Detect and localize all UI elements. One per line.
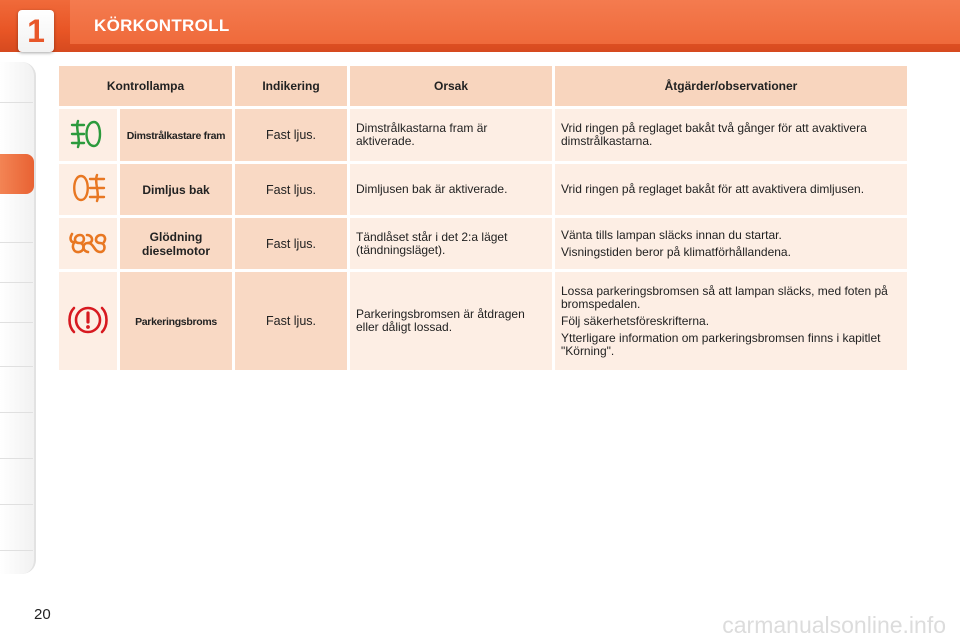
chapter-tab[interactable] — [0, 464, 33, 505]
table-header-row — [59, 66, 907, 106]
lamp-name: Dimljus bak — [120, 164, 232, 215]
page-number: 20 — [34, 606, 51, 623]
chapter-tab[interactable] — [0, 418, 33, 459]
cause-text: Dimljusen bak är aktiverade. — [350, 164, 552, 215]
cause-text: Tändlåset står i det 2:a läget (tändningsläget). — [350, 218, 552, 269]
glow-plug-icon — [59, 218, 117, 269]
parking-brake-icon — [59, 272, 117, 370]
lamp-name: Glödning dieselmotor — [120, 218, 232, 269]
action-text: Vrid ringen på reglaget bakåt två gånger för att avaktivera dimstrålkastarna. — [555, 109, 907, 161]
chapter-tab[interactable] — [0, 62, 33, 103]
indication-text: Fast ljus. — [235, 109, 347, 161]
chapter-tab-rail — [0, 62, 36, 574]
chapter-number-badge: 1 — [18, 10, 54, 52]
chapter-tab[interactable] — [0, 202, 33, 243]
column-header-orsak: Orsak — [350, 66, 552, 106]
front-fog-light-icon — [59, 109, 117, 161]
action-text: Lossa parkeringsbromsen så att lampan släcks, med foten på bromspedalen. Följ säkerhetsföreskrifterna. Ytterligare information om parkeringsbromsen finns i kapitlet "Körning". — [555, 272, 907, 370]
table-row — [59, 109, 907, 161]
chapter-title: KÖRKONTROLL — [94, 16, 230, 35]
chapter-tab[interactable] — [0, 326, 33, 367]
chapter-tab[interactable] — [0, 372, 33, 413]
rear-fog-light-icon — [59, 164, 117, 215]
indication-text: Fast ljus. — [235, 164, 347, 215]
column-header-kontrollampa: Kontrollampa — [59, 66, 232, 106]
column-header-atgarder: Åtgärder/observationer — [555, 66, 907, 106]
cause-text: Dimstrålkastarna fram är aktiverade. — [350, 109, 552, 161]
table-row — [59, 218, 907, 269]
action-text: Vrid ringen på reglaget bakåt för att avaktivera dimljusen. — [555, 164, 907, 215]
indication-text: Fast ljus. — [235, 272, 347, 370]
column-header-indikering: Indikering — [235, 66, 347, 106]
indication-text: Fast ljus. — [235, 218, 347, 269]
warning-lamp-table — [56, 63, 910, 373]
chapter-tab[interactable] — [0, 242, 33, 283]
chapter-tab[interactable] — [0, 282, 33, 323]
watermark: carmanualsonline.info — [722, 612, 946, 638]
action-text: Vänta tills lampan släcks innan du startar. Visningstiden beror på klimatförhållandena. — [555, 218, 907, 269]
lamp-name: Parkeringsbroms — [120, 272, 232, 370]
chapter-tab[interactable] — [0, 510, 33, 551]
lamp-name: Dimstrålkastare fram — [120, 109, 232, 161]
table-row — [59, 272, 907, 370]
table-row — [59, 164, 907, 215]
cause-text: Parkeringsbromsen är åtdragen eller dåligt lossad. — [350, 272, 552, 370]
chapter-tab-active[interactable] — [0, 154, 34, 194]
